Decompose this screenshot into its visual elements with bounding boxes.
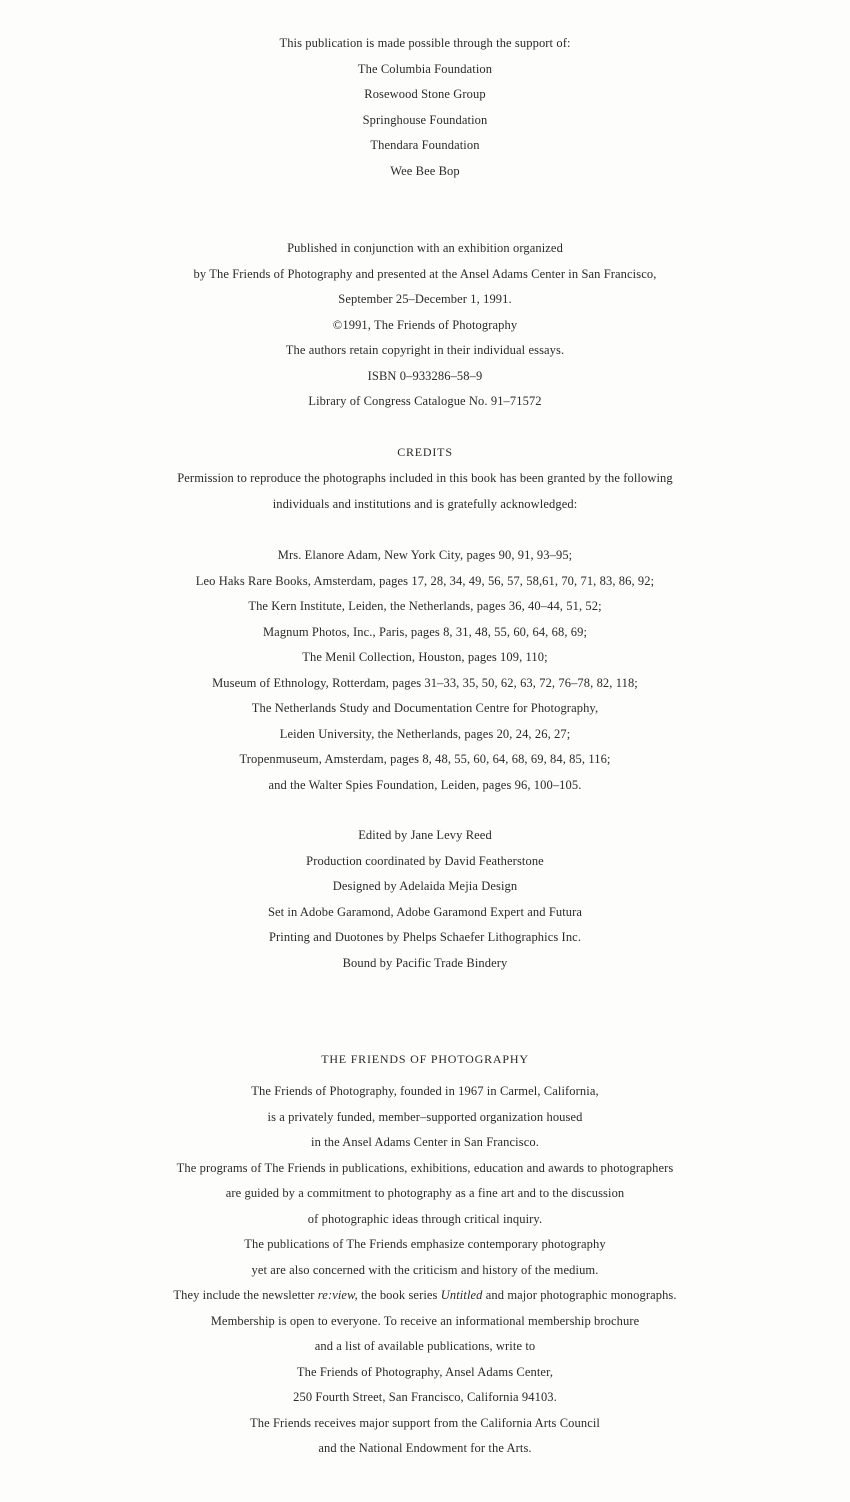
editor-credit: Edited by Jane Levy Reed bbox=[358, 828, 492, 842]
credit-entry: and the Walter Spies Foundation, Leiden, pages 96, 100–105. bbox=[268, 777, 582, 792]
newsletter-title: re:view, bbox=[317, 1288, 358, 1302]
publication-info bbox=[0, 236, 850, 415]
newsletter-line-post: and major photographic monographs. bbox=[482, 1288, 677, 1302]
sponsor-name: The Columbia Foundation bbox=[357, 61, 493, 76]
credit-entry: The Kern Institute, Leiden, the Netherlands, pages 36, 40–44, 51, 52; bbox=[248, 599, 602, 613]
credits-intro-line: Permission to reproduce the photographs included in this book has been granted by the following bbox=[177, 471, 673, 485]
production-credits bbox=[0, 823, 850, 976]
friends-line: in the Ansel Adams Center in San Francisco. bbox=[311, 1135, 539, 1149]
friends-line: yet are also concerned with the criticism and history of the medium. bbox=[251, 1262, 599, 1277]
friends-address-line: The Friends of Photography, Ansel Adams Center, bbox=[296, 1364, 554, 1379]
credit-entry: Museum of Ethnology, Rotterdam, pages 31–33, 35, 50, 62, 63, 72, 76–78, 82, 118; bbox=[212, 675, 638, 690]
exhibition-dates: September 25–December 1, 1991. bbox=[338, 292, 512, 306]
publication-line: Published in conjunction with an exhibition organized bbox=[287, 241, 563, 255]
sponsor-name: Thendara Foundation bbox=[370, 138, 480, 152]
credit-entry: The Netherlands Study and Documentation Centre for Photography, bbox=[251, 701, 599, 715]
credits-heading-block bbox=[0, 440, 850, 466]
credit-entry: Magnum Photos, Inc., Paris, pages 8, 31, 48, 55, 60, 64, 68, 69; bbox=[262, 624, 588, 639]
newsletter-line-mid: the book series bbox=[357, 1288, 441, 1302]
friends-line: The Friends of Photography, founded in 1967 in Carmel, California, bbox=[251, 1084, 599, 1098]
credit-entry: Leiden University, the Netherlands, pages 20, 24, 26, 27; bbox=[279, 726, 571, 741]
credit-entry: Leo Haks Rare Books, Amsterdam, pages 17, 28, 34, 49, 56, 57, 58,61, 70, 71, 83, 86, 92; bbox=[195, 573, 655, 588]
friends-line: The programs of The Friends in publications, exhibitions, education and awards to photographers bbox=[176, 1160, 674, 1175]
newsletter-line-pre: They include the newsletter bbox=[173, 1288, 318, 1302]
friends-address-line: 250 Fourth Street, San Francisco, California 94103. bbox=[293, 1390, 557, 1404]
credit-entry: The Menil Collection, Houston, pages 109, 110; bbox=[302, 650, 548, 664]
sponsor-name: Wee Bee Bop bbox=[390, 163, 460, 178]
support-section bbox=[0, 31, 850, 184]
publication-line: by The Friends of Photography and presented at the Ansel Adams Center in San Francisco, bbox=[193, 266, 657, 281]
friends-line: is a privately funded, member–supported organization housed bbox=[267, 1109, 583, 1124]
friends-line: Membership is open to everyone. To receive an informational membership brochure bbox=[210, 1313, 640, 1328]
friends-line: of photographic ideas through critical inquiry. bbox=[307, 1211, 543, 1226]
support-intro: This publication is made possible through the support of: bbox=[279, 36, 571, 50]
typeface-credit: Set in Adobe Garamond, Adobe Garamond Expert and Futura bbox=[267, 904, 583, 919]
friends-line: The publications of The Friends emphasize contemporary photography bbox=[244, 1237, 606, 1251]
credits-list bbox=[0, 543, 850, 798]
friends-line: and the National Endowment for the Arts. bbox=[318, 1441, 532, 1455]
newsletter-line bbox=[0, 1283, 850, 1309]
friends-line: and a list of available publications, write to bbox=[314, 1339, 536, 1353]
friends-description bbox=[0, 1079, 850, 1462]
book-series-title: Untitled bbox=[440, 1288, 483, 1302]
loc-catalogue-number: Library of Congress Catalogue No. 91–71572 bbox=[308, 394, 542, 408]
printing-credit: Printing and Duotones by Phelps Schaefer Lithographics Inc. bbox=[268, 930, 582, 944]
design-credit: Designed by Adelaida Mejia Design bbox=[332, 879, 518, 893]
sponsor-name: Springhouse Foundation bbox=[362, 112, 488, 127]
credit-entry: Tropenmuseum, Amsterdam, pages 8, 48, 55, 60, 64, 68, 69, 84, 85, 116; bbox=[239, 752, 611, 766]
sponsor-name: Rosewood Stone Group bbox=[364, 87, 486, 101]
copyright-notice: ©1991, The Friends of Photography bbox=[332, 317, 518, 332]
friends-heading: THE FRIENDS OF PHOTOGRAPHY bbox=[321, 1052, 529, 1066]
credits-intro-line: individuals and institutions and is gratefully acknowledged: bbox=[272, 496, 578, 511]
copyright-essays: The authors retain copyright in their individual essays. bbox=[285, 343, 565, 357]
friends-heading-block bbox=[0, 1047, 850, 1073]
credits-intro bbox=[0, 466, 850, 517]
friends-line: are guided by a commitment to photography as a fine art and to the discussion bbox=[225, 1186, 625, 1200]
credit-entry: Mrs. Elanore Adam, New York City, pages 90, 91, 93–95; bbox=[277, 548, 573, 562]
friends-line: The Friends receives major support from the California Arts Council bbox=[249, 1415, 601, 1430]
isbn: ISBN 0–933286–58–9 bbox=[367, 368, 483, 383]
binding-credit: Bound by Pacific Trade Bindery bbox=[342, 955, 508, 970]
production-credit: Production coordinated by David Featherstone bbox=[306, 853, 544, 868]
credits-heading: CREDITS bbox=[397, 445, 453, 459]
